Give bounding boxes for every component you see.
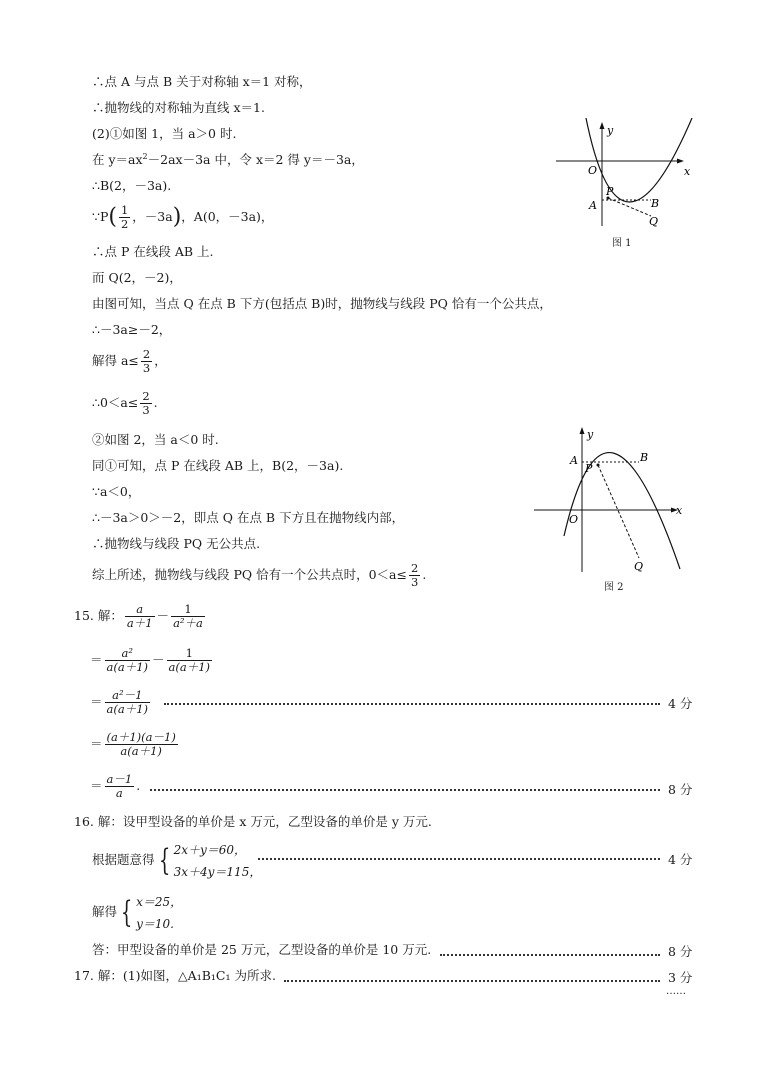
fraction-denominator: 3 (411, 575, 419, 589)
equation: 2x＋y＝60， (173, 842, 247, 857)
text-line: 而 Q(2，－2)， (92, 270, 182, 285)
fraction-denominator: a²＋a (173, 616, 203, 630)
text-segment: ∴0＜a≤ (92, 395, 139, 410)
fraction-denominator: a＋1 (126, 616, 153, 630)
operator: ＝ (90, 694, 103, 709)
fraction-numerator: (a＋1)(a－1) (106, 730, 176, 744)
score: 3 分 (668, 970, 693, 985)
label-q: Q (634, 560, 644, 573)
text-segment: . (422, 567, 427, 582)
fraction-numerator: a－1 (106, 772, 133, 786)
fraction (119, 204, 130, 231)
score: 4 分 (668, 852, 693, 867)
label-a: A (570, 454, 578, 467)
q15-row-5 (90, 770, 140, 802)
operator: ＝ (90, 736, 103, 751)
fraction-numerator: 2 (142, 389, 150, 403)
text-segment: 解得 (92, 904, 118, 919)
label-x: x (684, 165, 691, 178)
fraction-numerator: 1 (167, 647, 213, 661)
score: 8 分 (668, 944, 693, 959)
fraction (409, 562, 420, 589)
brace: { (120, 894, 133, 930)
text-line: 同①可知，点 P 在线段 AB 上，B(2，－3a). (92, 458, 344, 473)
leader-dots (258, 858, 660, 860)
fraction-denominator: a(a＋1) (106, 702, 149, 716)
fraction (140, 390, 151, 417)
point-p (597, 464, 600, 467)
fraction (171, 603, 205, 630)
text-segment: 在 y＝ax (92, 152, 143, 167)
fraction-denominator: 3 (142, 403, 150, 417)
label-y: y (607, 124, 614, 137)
leader-dots (440, 954, 660, 956)
figure-1 (552, 118, 702, 228)
fraction-denominator: a(a＋1) (106, 660, 149, 674)
equation-system (136, 891, 182, 935)
fraction-numerator: 1 (120, 203, 129, 217)
figure-2 (530, 424, 690, 574)
q15-row-3 (90, 686, 152, 718)
text-segment: . (153, 395, 158, 410)
q15-row-1 (74, 600, 207, 632)
text-line: ∴B(2，－3a). (92, 178, 172, 193)
label-o: O (588, 164, 598, 177)
fraction (125, 603, 155, 630)
text-line (92, 204, 273, 230)
q15-row-4 (90, 728, 180, 760)
score: 4 分 (668, 696, 693, 711)
text-line (92, 560, 426, 590)
label-p: P (585, 462, 593, 475)
equation: 3x＋4y＝115， (173, 864, 262, 879)
operator: － (156, 608, 170, 623)
q15-row-2 (90, 644, 214, 676)
text-line: ∴－3a＞0＞－2，即点 Q 在点 B 下方且在抛物线内部， (92, 510, 405, 525)
text-line: ∴点 A 与点 B 关于对称轴 x＝1 对称， (92, 74, 312, 89)
x-axis-arrow (677, 159, 684, 164)
text-segment: ，－3a (132, 209, 173, 224)
segment-pq (608, 198, 651, 216)
fraction-denominator: 2 (120, 217, 129, 231)
paren-right: ) (172, 204, 182, 230)
figure-caption: 图 2 (604, 582, 624, 593)
fraction (105, 689, 151, 716)
y-axis-arrow (580, 427, 585, 434)
fraction-denominator: a(a＋1) (168, 660, 211, 674)
leader-dots (150, 789, 660, 791)
brace: { (158, 842, 170, 878)
text-line (92, 152, 364, 168)
equation-system (174, 839, 262, 883)
label-b: B (640, 451, 649, 464)
q17-line: 17. 解：(1)如图，△A₁B₁C₁ 为所求. (74, 968, 276, 983)
text-segment: 根据题意得 (92, 852, 155, 867)
text-segment: －2ax－3a 中，令 x＝2 得 y＝－3a， (147, 152, 364, 167)
fraction (105, 731, 178, 758)
label-x: x (676, 504, 683, 517)
fraction-denominator: a (115, 786, 123, 800)
label-q: Q (649, 215, 659, 228)
fraction-denominator: a(a＋1) (120, 744, 162, 758)
label-a: A (589, 199, 597, 212)
text-segment: ∵P (92, 209, 109, 224)
label-o: O (569, 513, 579, 526)
q16-answer: 答：甲型设备的单价是 25 万元，乙型设备的单价是 10 万元. (92, 942, 432, 957)
text-line: (2)①如图 1，当 a＞0 时. (92, 126, 237, 141)
text-line (92, 388, 158, 418)
operator: － (152, 652, 165, 667)
q16-setup (92, 838, 261, 882)
question-label: 15. 解： (74, 608, 123, 623)
fraction (141, 348, 152, 375)
text-segment: ， (154, 353, 167, 368)
paren-left: ( (108, 204, 117, 230)
text-line: ②如图 2，当 a＜0 时. (92, 432, 219, 447)
fraction-numerator: a (125, 603, 155, 617)
fraction-numerator: a² (105, 647, 151, 661)
equation: y＝10. (136, 916, 174, 931)
text-line: ∴－3a≥－2， (92, 322, 172, 337)
label-b: B (651, 197, 660, 210)
text-segment: 解得 a≤ (92, 353, 139, 368)
score: 8 分 (668, 782, 693, 797)
text-segment: . (136, 778, 141, 793)
leader-dots (164, 703, 660, 705)
text-line (92, 346, 167, 376)
equation: x＝25， (136, 894, 183, 909)
text-line: ∴抛物线的对称轴为直线 x＝1. (92, 100, 265, 115)
continued-marker: …… (666, 986, 686, 997)
segment-pq (598, 465, 639, 558)
y-axis-arrow (600, 122, 605, 129)
text-line: ∴抛物线与线段 PQ 无公共点. (92, 536, 261, 551)
fraction (105, 647, 151, 674)
label-p: P (606, 185, 614, 198)
fraction-numerator: a²－1 (105, 689, 151, 703)
label-y: y (587, 428, 594, 441)
superscript: 2 (142, 151, 148, 161)
fraction-numerator: 2 (411, 561, 419, 575)
q16-solve (92, 890, 182, 934)
figure-caption: 图 1 (612, 238, 632, 249)
q16-line: 16. 解：设甲型设备的单价是 x 万元，乙型设备的单价是 y 万元. (74, 814, 432, 829)
text-line: ∵a＜0， (92, 484, 141, 499)
operator: ＝ (90, 652, 103, 667)
text-line: ∴点 P 在线段 AB 上. (92, 244, 214, 259)
leader-dots (284, 980, 660, 982)
text-line: 由图可知，当点 Q 在点 B 下方(包括点 B)时，抛物线与线段 PQ 恰有一个公共点， (92, 296, 552, 311)
text-segment: 综上所述，抛物线与线段 PQ 恰有一个公共点时，0＜a≤ (92, 567, 407, 582)
fraction-numerator: 2 (142, 347, 151, 361)
text-segment: ，A(0，－3a)， (181, 209, 274, 224)
parabola-curve (564, 453, 680, 569)
fraction (105, 773, 135, 800)
operator: ＝ (90, 778, 103, 793)
fraction (167, 647, 213, 674)
fraction-numerator: 1 (171, 603, 205, 617)
fraction-denominator: 3 (142, 361, 151, 375)
